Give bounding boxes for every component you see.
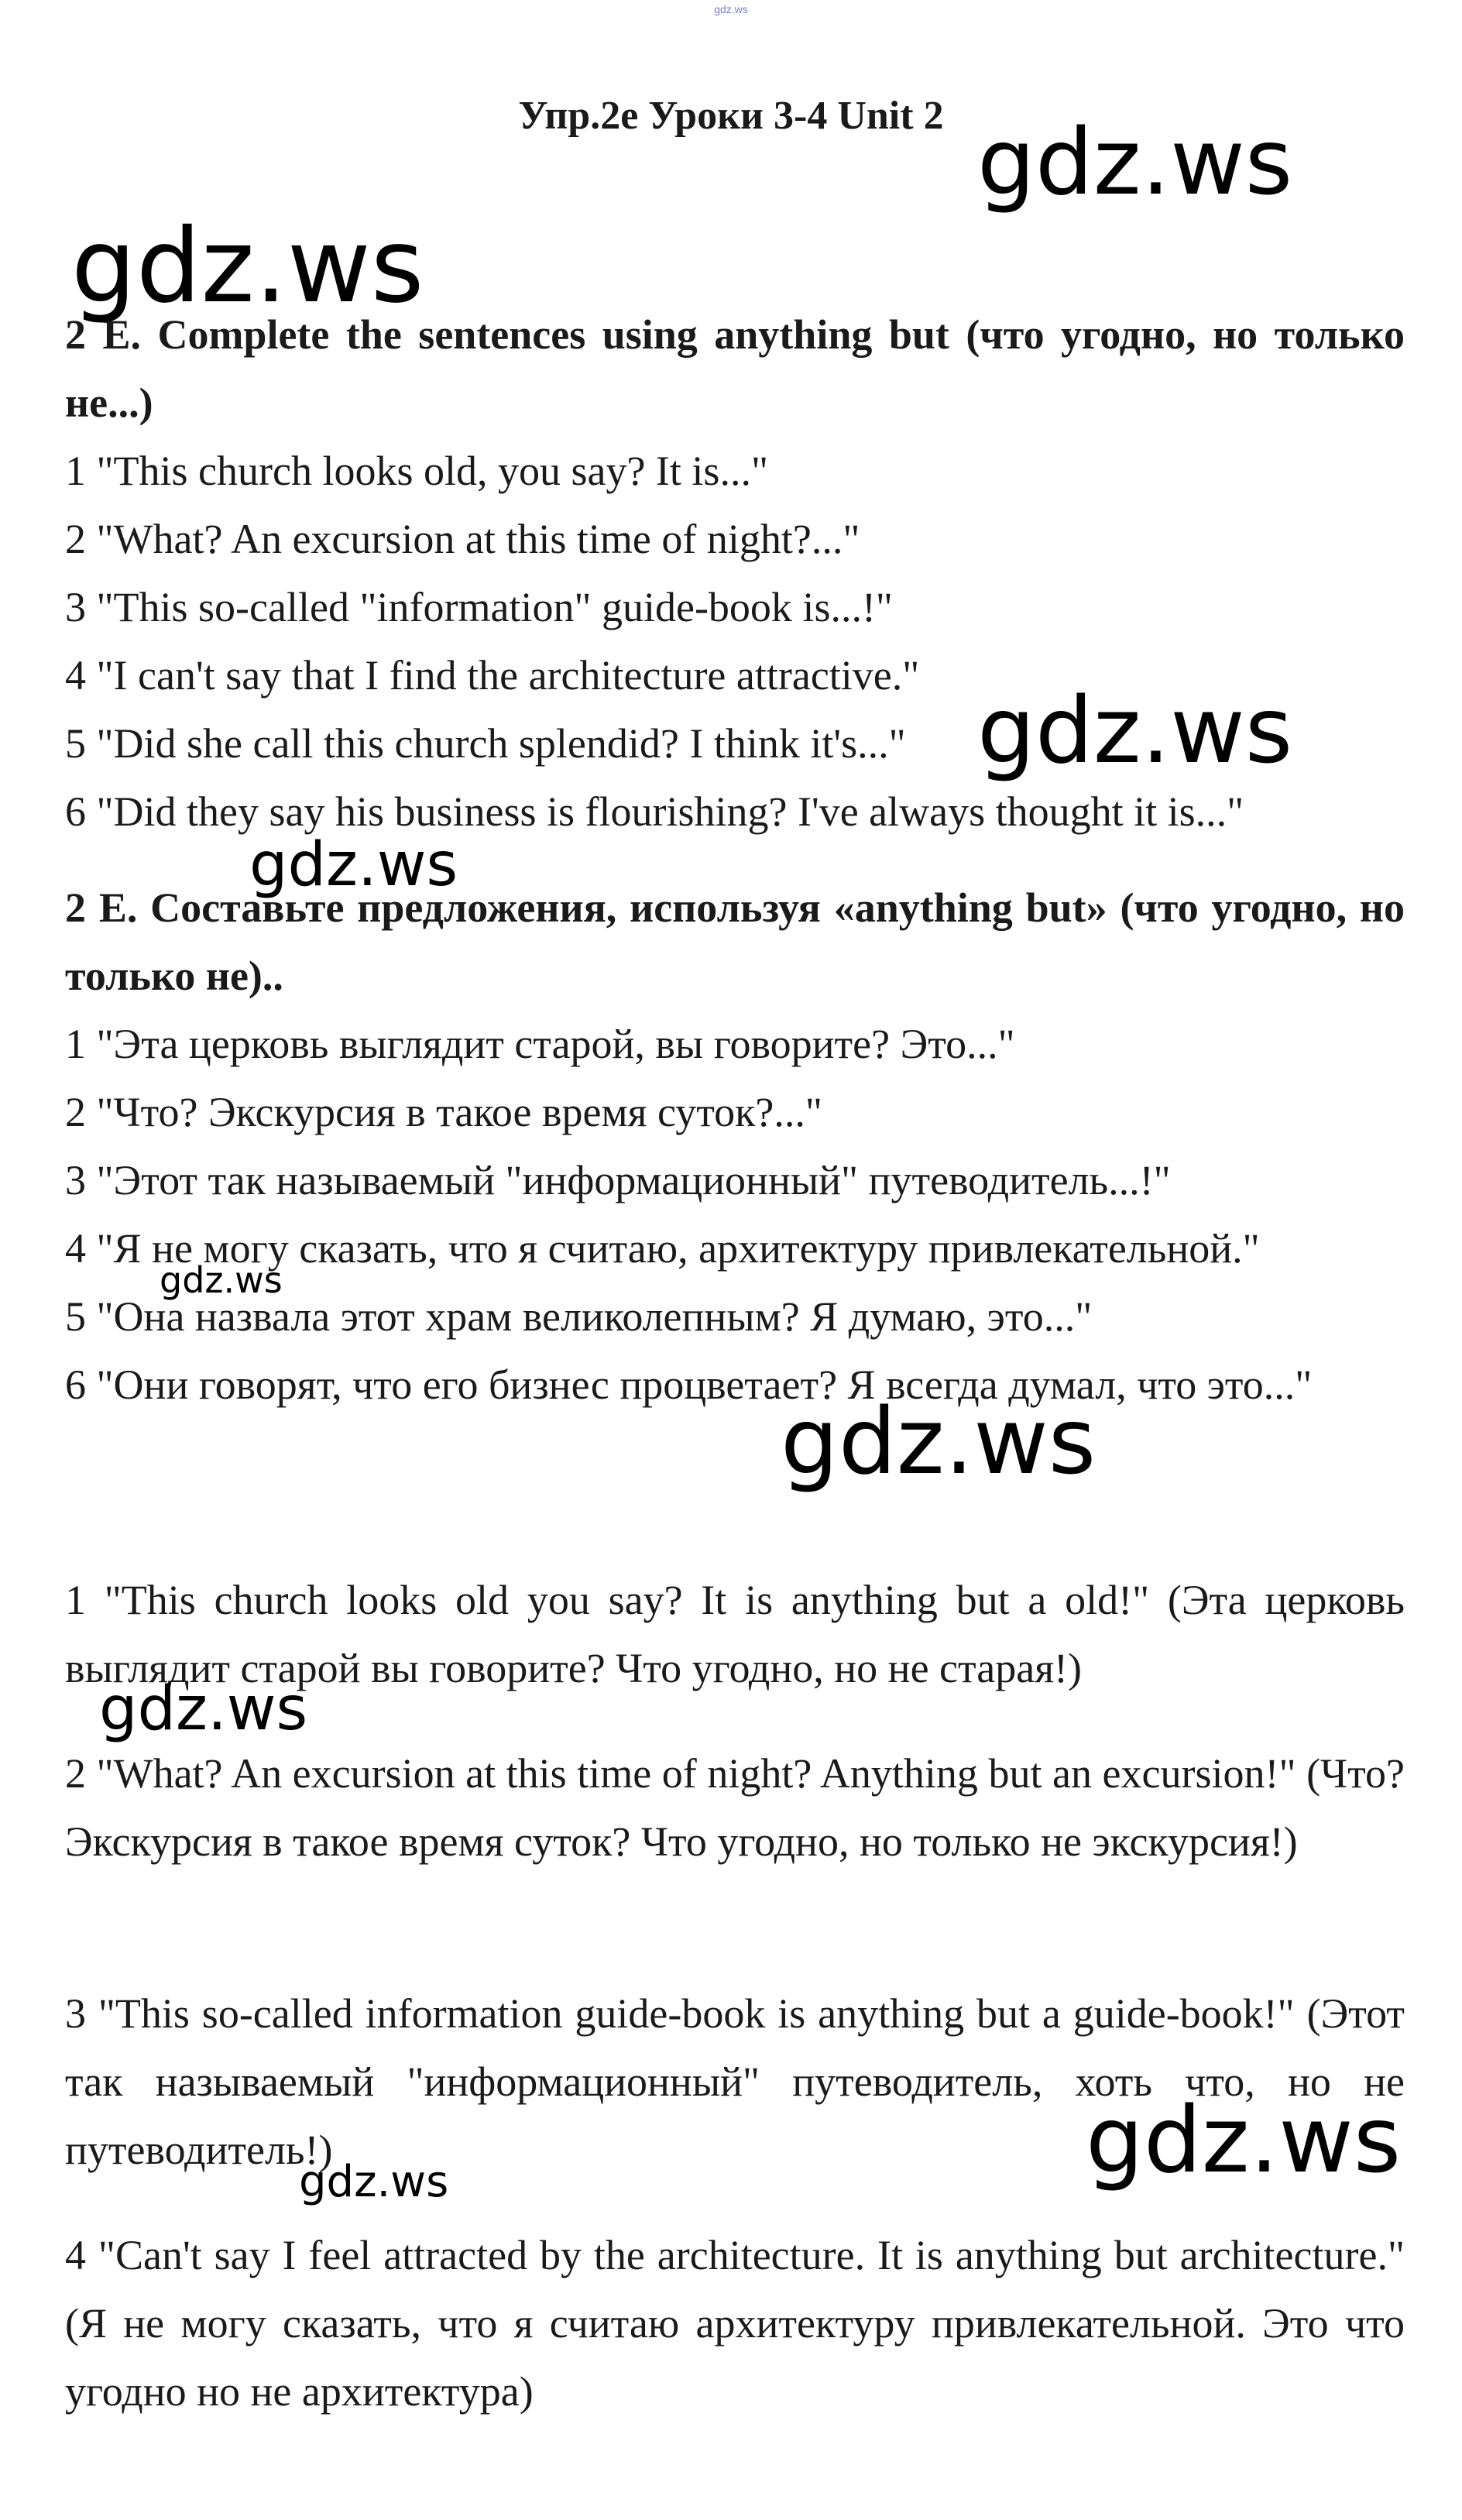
answer-3-text: 3 "This so-called information guide-book is anything but a guide-book!" (Этот так называемый "информационный" путеводитель, хоть что, но не путеводитель!) (65, 1990, 1405, 2173)
watermark: gdz.ws (977, 108, 1293, 215)
task-en-line-1: 1 "This church looks old, you say? It is..." (65, 448, 768, 494)
answer-4 (65, 2221, 1405, 2426)
answer-1-text: 1 "This church looks old you say? It is anything but a old!" (Эта церковь выглядит старой вы говорите? Что угодно, но не старая!) (65, 1577, 1405, 1691)
watermark: gdz.ws (781, 1388, 1096, 1495)
task-ru-line-4: 4 "Я не могу сказать, что я считаю, архитектуру привлекательной." (65, 1225, 1260, 1272)
answer-2 (65, 1739, 1405, 1876)
task-ru-line-2: 2 "Что? Экскурсия в такое время суток?..." (65, 1089, 822, 1135)
watermark: gdz.ws (160, 1259, 283, 1301)
watermark: gdz.ws (249, 830, 458, 900)
task-en-line-4: 4 "I can't say that I find the architecture attractive." (65, 652, 920, 699)
watermark: gdz.ws (299, 2157, 449, 2207)
task-ru-line-3: 3 "Этот так называемый "информационный" путеводитель...!" (65, 1157, 1171, 1203)
task-en-line-5: 5 "Did she call this church splendid? I think it's..." (65, 720, 906, 767)
task-en-line-6: 6 "Did they say his business is flourishing? I've always thought it is..." (65, 788, 1244, 835)
task-en-line-3: 3 "This so-called "information" guide-book is...!" (65, 584, 893, 630)
watermark: gdz.ws (1086, 2086, 1402, 2193)
task-ru-line-6: 6 "Они говорят, что его бизнес процветает? Я всегда думал, что это..." (65, 1361, 1313, 1408)
task-ru-section (65, 874, 1405, 1419)
watermark: gdz.ws (71, 207, 424, 326)
top-watermark: gdz.ws (714, 3, 748, 15)
task-en-heading: 2 E. Complete the sentences using anything but (что угодно, но только не...) (65, 311, 1405, 426)
answer-4-text: 4 "Can't say I feel attracted by the architecture. It is anything but architecture." (Я не могу сказать, что я считаю архитектуру привлекательной. Это что угодно но не архитектура) (65, 2232, 1405, 2415)
task-en-line-2: 2 "What? An excursion at this time of night?..." (65, 516, 860, 562)
watermark: gdz.ws (99, 1674, 308, 1744)
task-ru-heading: 2 E. Составьте предложения, используя «anything but» (что угодно, но только не).. (65, 884, 1405, 999)
task-ru-line-1: 1 "Эта церковь выглядит старой, вы говорите? Это..." (65, 1021, 1015, 1067)
answer-2-text: 2 "What? An excursion at this time of night? Anything but an excursion!" (Что? Экскурсия в такое время суток? Что угодно, но только не экскурсия!) (65, 1750, 1405, 1865)
task-ru-line-5: 5 "Она назвала этот храм великолепным? Я думаю, это..." (65, 1293, 1093, 1340)
page-title: Упр.2е Уроки 3-4 Unit 2 (518, 94, 944, 138)
watermark: gdz.ws (977, 677, 1293, 784)
